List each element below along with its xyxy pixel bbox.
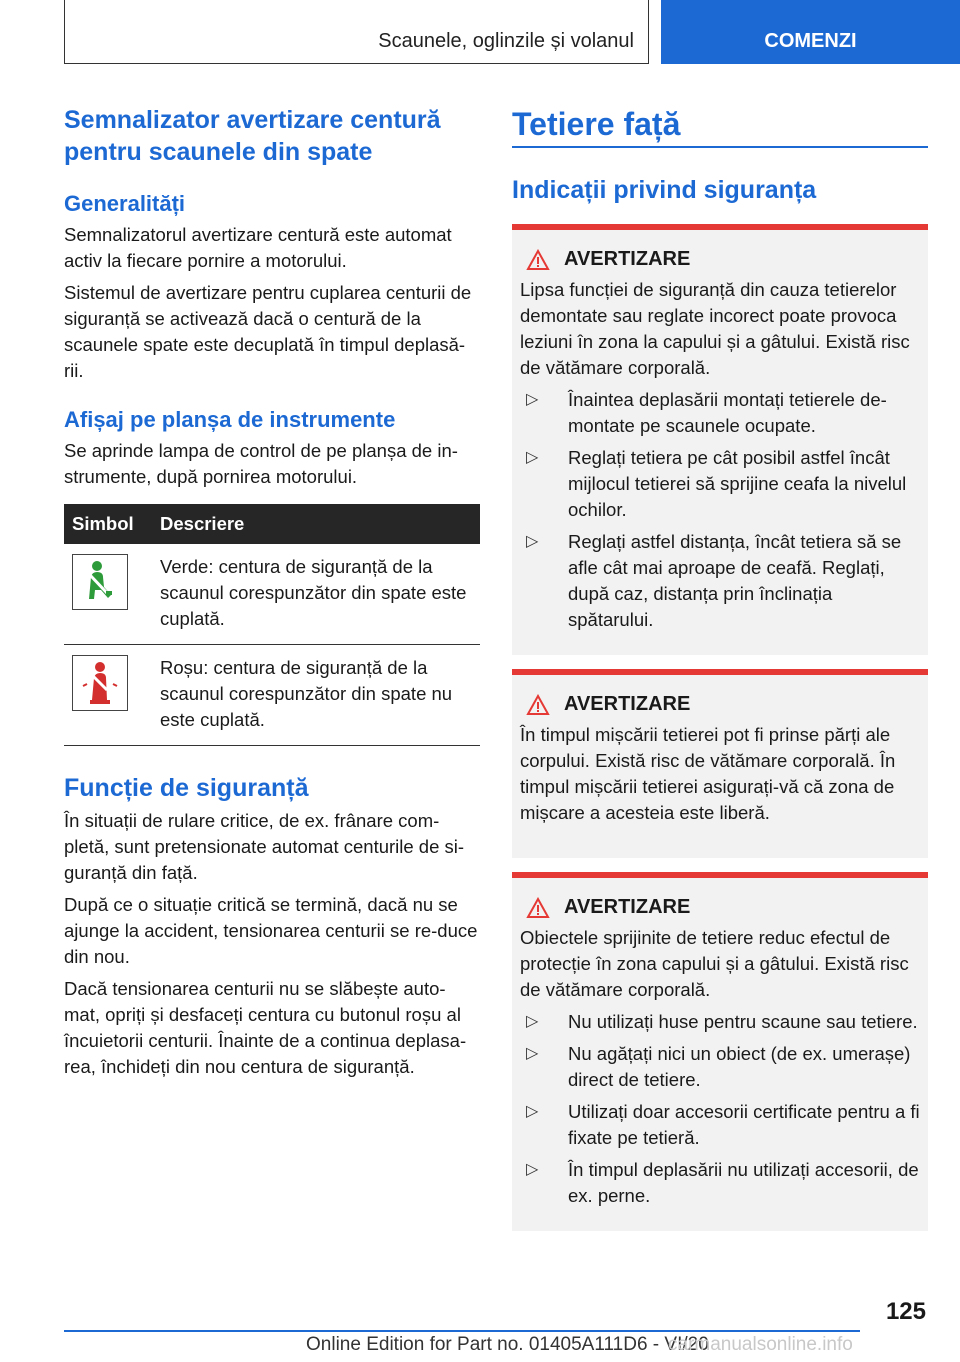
tab-comenzi[interactable] <box>661 0 960 64</box>
warning-triangle-icon <box>526 897 550 919</box>
list-item: ▷ Înaintea deplasării montați tetierele de‐montate pe scaunele ocupate. <box>520 387 920 439</box>
display-heading: Afișaj pe planșa de instrumente <box>64 407 396 432</box>
bullet-triangle-icon: ▷ <box>526 533 539 550</box>
section-title: Scaunele, oglinzile și volanul <box>378 30 634 52</box>
row-description: Roșu: centura de siguranță de la scaunul corespunzător din spate nu este cuplată. <box>152 645 480 746</box>
bullet-triangle-icon: ▷ <box>526 449 539 466</box>
warning-text: În timpul mișcării tetierei pot fi prinse părți ale corpului. Există risc de vătămare corporală. În timpul mișcării tetierei asigurați-vă că zona de mișcare a acesteia este liberă. <box>520 724 896 823</box>
list-item: ▷ Utilizați doar accesorii certificate pentru a fi fixate pe tetieră. <box>520 1099 920 1151</box>
seatbelt-red-icon <box>72 655 128 711</box>
symbol-table <box>64 504 480 746</box>
warning-triangle-icon <box>526 694 550 716</box>
safety-function-heading: Funcție de siguranță <box>64 774 309 802</box>
row-description: Verde: centura de siguranță de la scaunul corespunzător din spate este cuplată. <box>152 544 480 645</box>
list-item: ▷ Reglați astfel distanța, încât tetiera să se afle cât mai aproape de ceafă. Reglați, după caz, distanța prin înclinația spătarului. <box>520 529 920 633</box>
general-paragraph-2: Sistemul de avertizare pentru cuplarea centurii de siguranță se activează dacă o centură de la scaunele spate este decuplată în timpul deplasă‐rii. <box>64 282 472 381</box>
left-column <box>64 104 480 1080</box>
col-description-header: Descriere <box>152 504 480 544</box>
watermark: carmanualsonline.info <box>668 1334 853 1355</box>
warning-label: AVERTIZARE <box>564 896 691 918</box>
warning-box-1 <box>512 224 928 655</box>
general-paragraph-1: Semnalizatorul avertizare centură este automat activ la fiecare pornire a motorului. <box>64 224 452 271</box>
table-row <box>64 544 480 645</box>
warning-bullets <box>520 1009 920 1209</box>
list-item: ▷ În timpul deplasării nu utilizați accesorii, de ex. perne. <box>520 1157 920 1209</box>
safety-function-paragraph-2: După ce o situație critică se termină, dacă nu se ajunge la accident, tensionarea centurii se re‐duce din nou. <box>64 894 478 967</box>
seatbelt-warning-title: Semnalizator avertizare centură pentru scaunele din spate <box>64 106 441 166</box>
col-symbol-header: Simbol <box>64 504 152 544</box>
footer-rule <box>64 1330 860 1332</box>
bullet-triangle-icon: ▷ <box>526 1045 539 1062</box>
warning-label: AVERTIZARE <box>564 693 691 715</box>
safety-notes-heading: Indicații privind siguranța <box>512 176 817 204</box>
header-section-box <box>64 0 649 64</box>
warning-box-3 <box>512 872 928 1231</box>
display-paragraph: Se aprinde lampa de control de pe planșa de in‐strumente, după pornirea motorului. <box>64 440 458 487</box>
list-item: ▷ Reglați tetiera pe cât posibil astfel încât mijlocul tetierei să sprijine ceafa la nivelul ochilor. <box>520 445 920 523</box>
warning-label: AVERTIZARE <box>564 248 691 270</box>
list-item: ▷ Nu utilizați huse pentru scaune sau tetiere. <box>520 1009 920 1035</box>
bullet-triangle-icon: ▷ <box>526 1161 539 1178</box>
title-rule <box>512 146 928 148</box>
safety-function-paragraph-1: În situații de rulare critice, de ex. frânare com‐pletă, sunt pretensionate automat centurile de si‐guranță din față. <box>64 810 465 883</box>
front-headrests-title: Tetiere față <box>512 106 681 142</box>
bullet-triangle-icon: ▷ <box>526 391 539 408</box>
seatbelt-green-icon <box>72 554 128 610</box>
bullet-triangle-icon: ▷ <box>526 1103 539 1120</box>
page-number: 125 <box>885 1298 926 1325</box>
general-heading: Generalități <box>64 191 186 216</box>
warning-bullets <box>520 387 920 633</box>
list-item: ▷ Nu agățați nici un obiect (de ex. umerașe) direct de tetiere. <box>520 1041 920 1093</box>
warning-text: Lipsa funcției de siguranță din cauza tetierelor demontate sau reglate incorect poate provoca leziuni în zona la capului și a gâtului. Există risc de vătămare corporală. <box>520 279 910 378</box>
warning-text: Obiectele sprijinite de tetiere reduc efectul de protecție în zona capului și a gâtului. Există risc de vătămare corporală. <box>520 927 909 1000</box>
tab-comenzi-label: COMENZI <box>764 30 857 52</box>
safety-function-paragraph-3: Dacă tensionarea centurii nu se slăbește auto‐mat, opriți și desfaceți centura cu butonul roșu al încuietorii centurii. Înainte de a continua deplasa‐rea, închideți din nou centura de siguranță. <box>64 978 467 1077</box>
warning-triangle-icon <box>526 249 550 271</box>
warning-box-2 <box>512 669 928 858</box>
bullet-triangle-icon: ▷ <box>526 1013 539 1030</box>
edition-text: Online Edition for Part no. 01405A111D6 - VI/20 <box>306 1334 709 1355</box>
table-row <box>64 645 480 746</box>
right-column <box>512 104 928 1231</box>
